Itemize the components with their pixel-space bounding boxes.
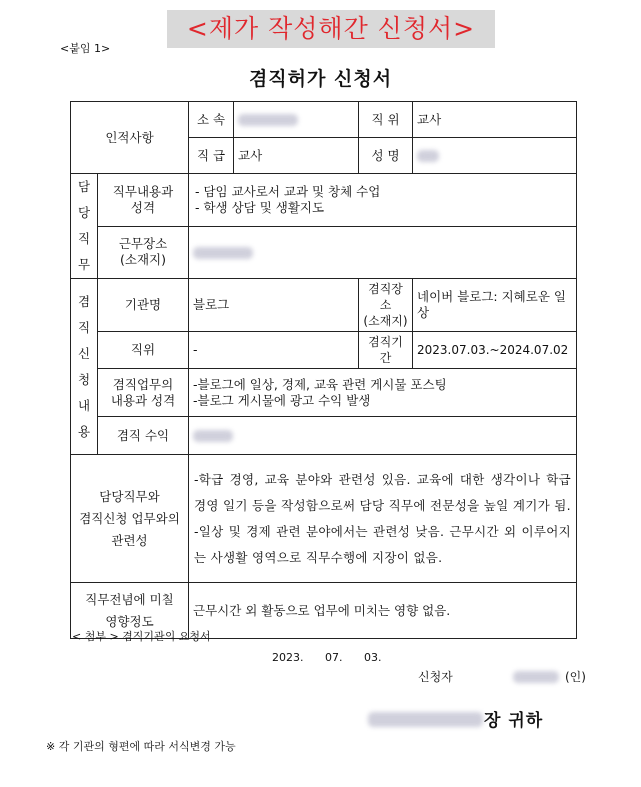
income-label: 겸직 수익 — [98, 417, 189, 455]
duty-char: 당 — [77, 205, 91, 220]
duty-content-value — [189, 174, 577, 227]
sidejob-char: 청 — [77, 371, 91, 387]
redacted-name — [417, 150, 439, 162]
relevance-value — [189, 455, 577, 583]
impact-value: 근무시간 외 활동으로 업무에 미치는 영향 없음. — [189, 583, 577, 639]
sidejob-section-label — [71, 279, 98, 455]
place-value: 네이버 블로그: 지혜로운 일상 — [413, 279, 577, 332]
redacted-location — [193, 247, 253, 259]
affiliation-label: 소 속 — [189, 102, 234, 138]
annotation-banner: <제가 작성해간 신청서> — [167, 10, 495, 48]
sidejob-char: 직 — [77, 319, 91, 335]
footnote: ※ 각 기관의 형편에 따라 서식변경 가능 — [46, 740, 236, 753]
duty-section-label — [71, 174, 98, 279]
position-label: 직 위 — [359, 102, 413, 138]
application-date: 2023. 07. 03. — [272, 651, 382, 664]
affiliation-value — [234, 102, 359, 138]
duty-location-label: 근무장소 (소재지) — [98, 226, 189, 279]
income-value — [189, 417, 577, 455]
redacted-applicant-name — [513, 671, 559, 683]
position-value: 교사 — [413, 102, 577, 138]
applicant-label: 신청자 — [418, 670, 453, 684]
name-label: 성 명 — [359, 138, 413, 174]
sidejob-char: 내 — [77, 397, 91, 413]
recipient-suffix: 장 귀하 — [484, 711, 544, 731]
duty-content-line: - 담임 교사로서 교과 및 창체 수업 — [195, 183, 381, 199]
place-label: 겸직장소 (소재지) — [359, 279, 413, 332]
sidejob-content-line: -블로그 게시물에 광고 수익 발생 — [193, 392, 371, 408]
attachment-tag: <붙임 1> — [60, 42, 111, 55]
duty-char: 직 — [77, 231, 91, 246]
sidejob-char: 겸 — [77, 293, 91, 309]
sidejob-content-value — [189, 369, 577, 417]
attachment-note: < 첨부 > 겸직기관의 요청서 — [72, 630, 211, 643]
sidejob-position-label: 직위 — [98, 332, 189, 369]
name-value — [413, 138, 577, 174]
rank-value: 교사 — [234, 138, 359, 174]
redacted-school-name — [368, 712, 483, 727]
duty-content-line: - 학생 상담 및 생활지도 — [195, 199, 325, 215]
redacted-income — [193, 430, 233, 442]
rank-label: 직 급 — [189, 138, 234, 174]
period-label: 겸직기간 — [359, 332, 413, 369]
sidejob-content-label: 겸직업무의 내용과 성격 — [98, 369, 189, 417]
seal-mark: (인) — [565, 670, 586, 684]
relevance-paragraph-1: -학급 경영, 교육 분야와 관련성 있음. 교육에 대한 생각이나 학급 경영 일기 등을 작성함으로써 담당 직무에 전문성을 높일 계기가 됨. — [194, 471, 571, 513]
page-title: 겸직허가 신청서 — [248, 68, 393, 90]
relevance-label: 담당직무와 겸직신청 업무와의 관련성 — [71, 455, 189, 583]
duty-location-value — [189, 226, 577, 279]
duty-char: 담 — [77, 179, 91, 194]
sidejob-char: 용 — [77, 423, 91, 439]
sidejob-content-line: -블로그에 일상, 경제, 교육 관련 게시물 포스팅 — [193, 376, 447, 392]
org-value: 블로그 — [189, 279, 359, 332]
duty-char: 무 — [77, 257, 91, 272]
period-value: 2023.07.03.~2024.07.02 — [413, 332, 577, 369]
relevance-paragraph-2: -일상 및 경제 관련 분야에서는 관련성 낮음. 근무시간 외 이루어지는 사생활 영역으로 직무수행에 지장이 없음. — [194, 523, 571, 565]
sidejob-position-value: - — [189, 332, 359, 369]
org-label: 기관명 — [98, 279, 189, 332]
impact-label: 직무전념에 미칠 영향정도 — [71, 583, 189, 639]
personal-section-label: 인적사항 — [71, 102, 189, 174]
redacted-affiliation — [238, 114, 298, 126]
duty-content-label: 직무내용과 성격 — [98, 174, 189, 227]
sidejob-char: 신 — [77, 345, 91, 361]
application-form-table — [70, 101, 577, 639]
